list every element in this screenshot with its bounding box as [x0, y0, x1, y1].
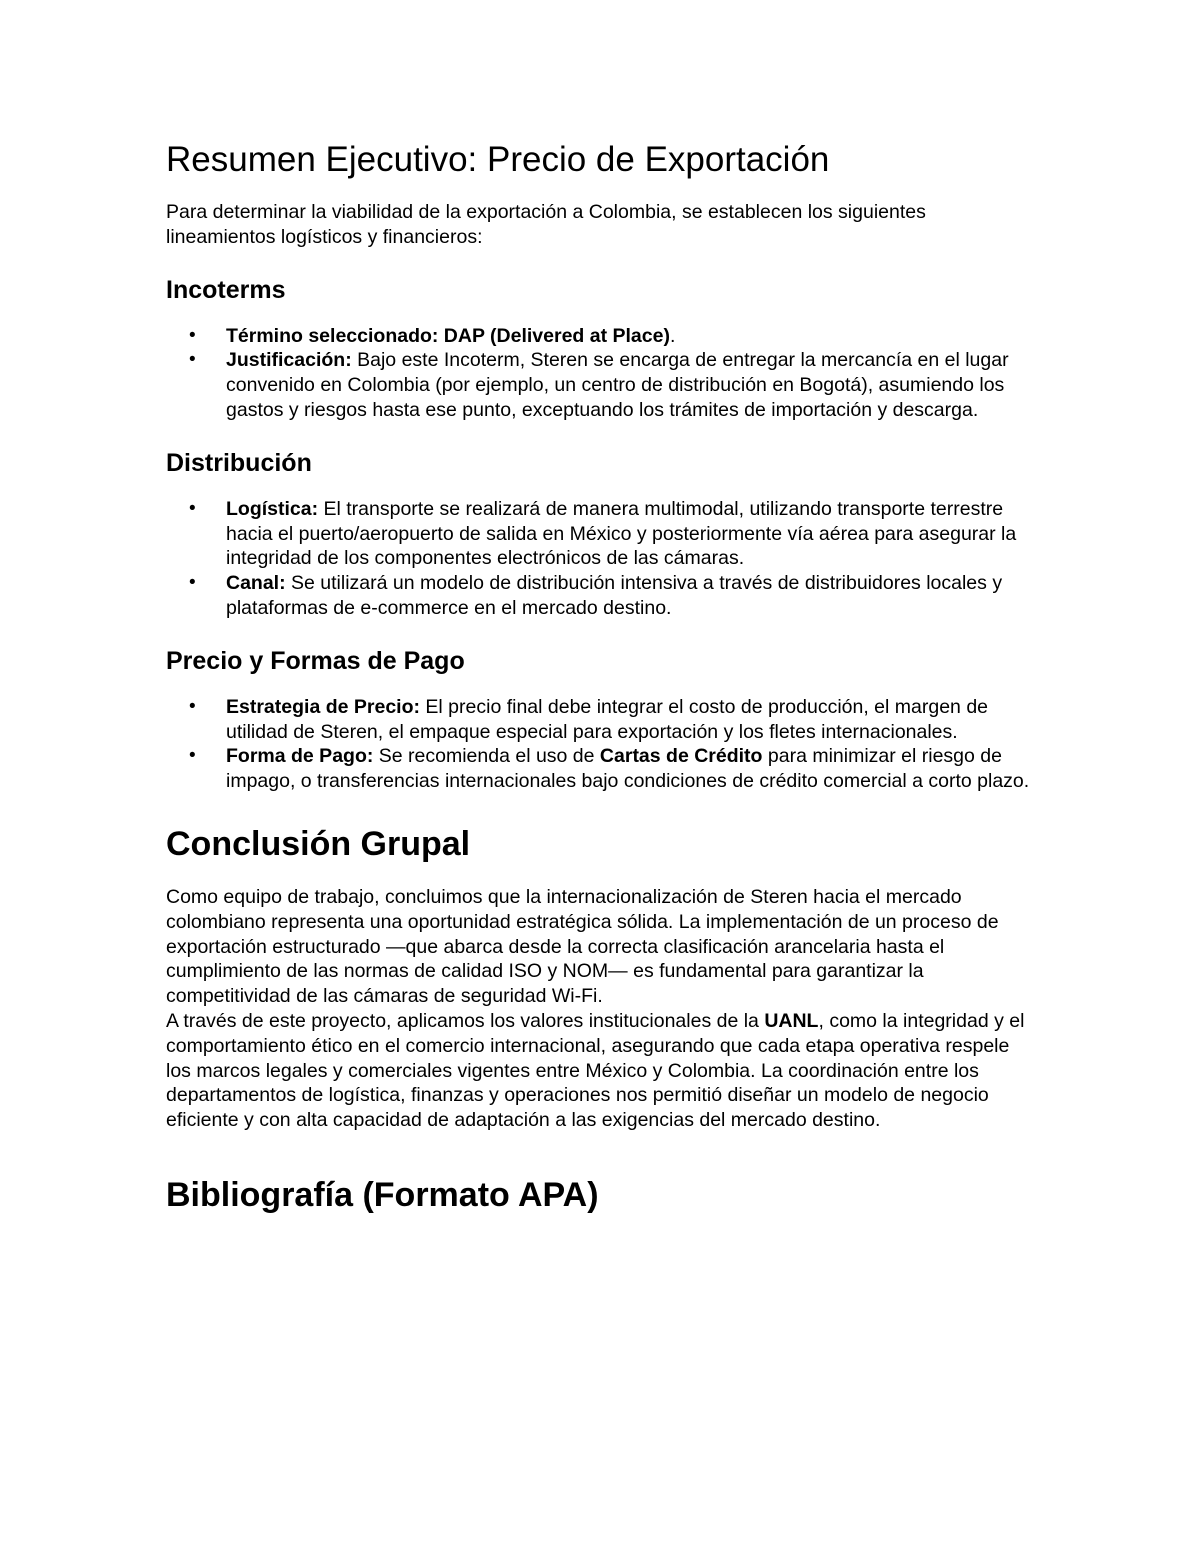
item-label: Justificación: — [226, 349, 352, 372]
item-label: Canal: — [226, 572, 286, 595]
item-bold-text: Cartas de Crédito — [599, 745, 763, 768]
item-label: Forma de Pago: — [226, 745, 374, 768]
heading-conclusion: Conclusión Grupal — [166, 824, 471, 863]
bullet-icon: • — [189, 497, 196, 519]
list-item — [166, 695, 1036, 745]
list-item — [166, 744, 1036, 794]
paragraph-text: A través de este proyecto, aplicamos los valores institucionales de la — [166, 1009, 765, 1032]
item-text: . — [669, 324, 676, 347]
heading-distribucion: Distribución — [166, 448, 312, 477]
page-title: Resumen Ejecutivo: Precio de Exportación — [166, 140, 830, 179]
item-text: Bajo este Incoterm, Steren se encarga de entregar la mercancía en el lugar convenido en Colombia (por ejemplo, un centro de distribución en Bogotá), asumiendo los gastos y riesgos hasta ese punto, exceptuando los trámites de importación y descarga. — [226, 349, 1009, 421]
item-text: Se utilizará un modelo de distribución intensiva a través de distribuidores locales y plataformas de e-commerce en el mercado destino. — [226, 572, 1003, 619]
bullet-icon: • — [189, 349, 196, 371]
list-item — [166, 497, 1036, 571]
item-text: Se recomienda el uso de — [373, 745, 600, 768]
heading-bibliography: Bibliografía (Formato APA) — [166, 1175, 599, 1214]
paragraph-bold-text: UANL — [764, 1009, 819, 1032]
item-text: El transporte se realizará de manera multimodal, utilizando transporte terrestre hacia el puerto/aeropuerto de salida en México y posteriormente vía aérea para asegurar la integridad de los componentes electrónicos de las cámaras. — [226, 497, 1017, 570]
heading-precio: Precio y Formas de Pago — [166, 646, 465, 675]
bullet-icon: • — [189, 695, 196, 717]
item-label: Logística: — [226, 497, 319, 520]
intro-paragraph: Para determinar la viabilidad de la exportación a Colombia, se establecen los siguientes lineamientos logísticos y financieros: — [166, 201, 926, 248]
list-item — [166, 324, 1036, 349]
paragraph-text: , como la integridad y el comportamiento ético en el comercio internacional, asegurando que cada etapa operativa respele los marcos legales y comerciales vigentes entre México y Colombia. La coordinación entre los departamentos de logística, finanzas y operaciones nos permitió diseñar un modelo de negocio eficiente y con alta capacidad de adaptación a las exigencias del mercado destino. — [166, 1009, 1025, 1132]
bullet-icon: • — [189, 745, 196, 767]
document-content — [166, 138, 1036, 1217]
bullet-icon: • — [189, 324, 196, 346]
item-text: para minimizar el riesgo de impago, o transferencias internacionales bajo condiciones de crédito comercial a corto plazo. — [226, 745, 1030, 793]
list-item — [166, 348, 1036, 422]
distribucion-list — [166, 497, 1036, 621]
item-text: El precio final debe integrar el costo de producción, el margen de utilidad de Steren, el empaque especial para exportación y los fletes internacionales. — [226, 695, 989, 743]
heading-incoterms: Incoterms — [166, 275, 286, 304]
list-item — [166, 571, 1036, 621]
item-label: Término seleccionado: DAP (Delivered at Place) — [226, 324, 670, 347]
conclusion-paragraph-1: Como equipo de trabajo, concluimos que la internacionalización de Steren hacia el mercado colombiano representa una oportunidad estratégica sólida. La implementación de un proceso de exportación estructurado —que abarca desde la correcta clasificación arancelaria hasta el cumplimiento de las normas de calidad ISO y NOM— es fundamental para garantizar la competitividad de las cámaras de seguridad Wi-Fi. — [166, 885, 999, 1008]
item-label: Estrategia de Precio: — [226, 695, 420, 718]
bullet-icon: • — [189, 572, 196, 594]
conclusion-paragraph-2 — [166, 1009, 1036, 1133]
precio-list — [166, 695, 1036, 794]
incoterms-list — [166, 324, 1036, 423]
